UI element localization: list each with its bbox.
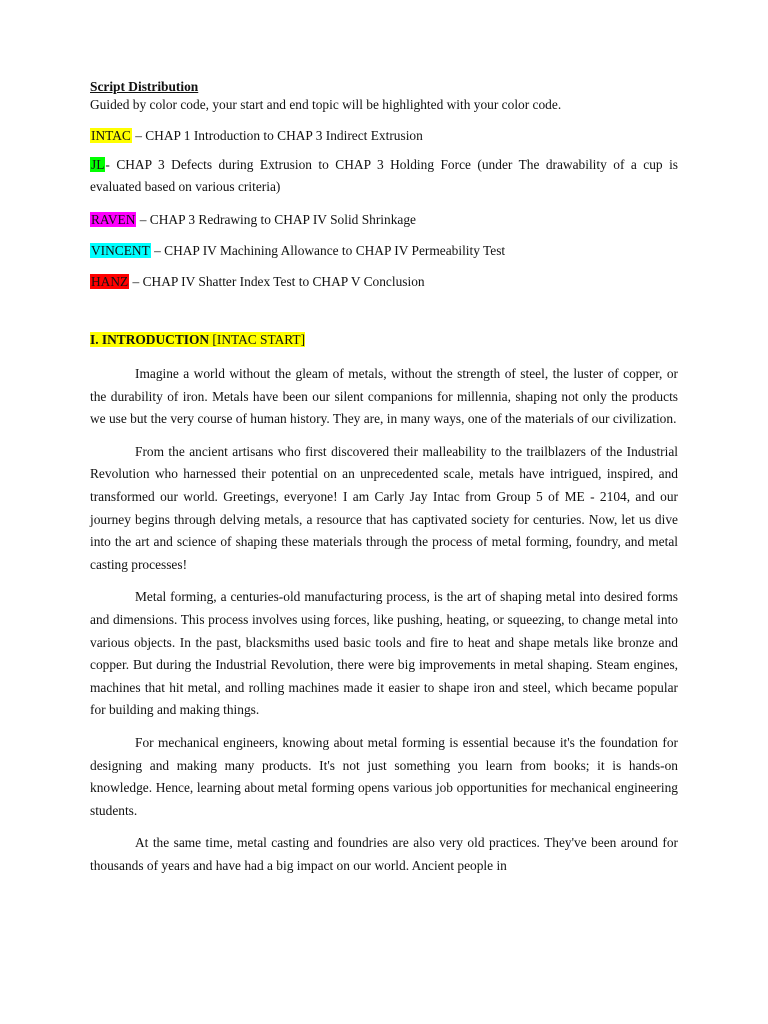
script-distribution-title: Script Distribution: [90, 79, 199, 94]
paragraph-4: For mechanical engineers, knowing about metal forming is essential because it's the foundation for designing and making many products. It's not just something you learn from books; it is hands-on knowledge. Hence, learning about metal forming opens various job opportunities for mechanical engineering students.: [90, 734, 678, 818]
assignment-text: - CHAP 3 Defects during Extrusion to CHAP 3 Holding Force (under The drawability of a cup is evaluated based on various criteria): [90, 157, 678, 194]
assignment-intac: [90, 127, 678, 145]
paragraph-5: At the same time, metal casting and foundries are also very old practices. They've been around for thousands of years and have had a big impact on our world. Ancient people in: [90, 835, 678, 873]
assignment-jl: [90, 154, 678, 198]
assignee-name: JL: [91, 157, 105, 172]
assignment-vincent: [90, 242, 678, 260]
assignee-name: HANZ: [91, 274, 129, 289]
assignee-name: VINCENT: [91, 243, 150, 258]
section-title: I. INTRODUCTION: [90, 332, 210, 347]
section-heading-highlight: [90, 332, 305, 347]
paragraph-2: From the ancient artisans who first discovered their malleability to the trailblazers of the Industrial Revolution who harnessed their potential on an unprecedented scale, metals have intrigued, inspired, and transformed our world. Greetings, everyone! I am Carly Jay Intac from Group 5 of ME - 2104, and our journey begins through delving metals, a resource that has captivated society for centuries. Now, let us dive into the art and science of shaping these materials through the process of metal forming, foundry, and metal casting processes!: [90, 443, 678, 572]
assignment-text: – CHAP IV Shatter Index Test to CHAP V Conclusion: [129, 274, 425, 289]
paragraph-3: Metal forming, a centuries-old manufacturing process, is the art of shaping metal into desired forms and dimensions. This process involves using forces, like pushing, heating, or squeezing, to change metal into various objects. In the past, blacksmiths used basic tools and fire to heat and shape metals like bronze and copper. But during the Industrial Revolution, there were big improvements in metal shaping. Steam engines, machines that hit metal, and rolling machines made it easier to shape iron and steel, which became popular for building and making things.: [90, 589, 678, 718]
assignee-name: RAVEN: [91, 212, 136, 227]
assignment-raven: [90, 211, 678, 229]
assignment-text: – CHAP IV Machining Allowance to CHAP IV Permeability Test: [150, 243, 506, 258]
assignment-hanz: [90, 273, 678, 291]
assignment-text: – CHAP 1 Introduction to CHAP 3 Indirect Extrusion: [131, 128, 423, 143]
distribution-intro: Guided by color code, your start and end topic will be highlighted with your color code.: [90, 97, 562, 112]
paragraph-1: Imagine a world without the gleam of metals, without the strength of steel, the luster of copper, or the durability of iron. Metals have been our silent companions for millennia, shaping not only the products we use but the very course of human history. They are, in many ways, one of the materials of our civilization.: [90, 366, 678, 427]
assignee-name: INTAC: [91, 128, 131, 143]
section-heading: [90, 331, 678, 349]
section-marker: [INTAC START]: [209, 332, 306, 347]
assignment-text: – CHAP 3 Redrawing to CHAP IV Solid Shrinkage: [136, 212, 417, 227]
